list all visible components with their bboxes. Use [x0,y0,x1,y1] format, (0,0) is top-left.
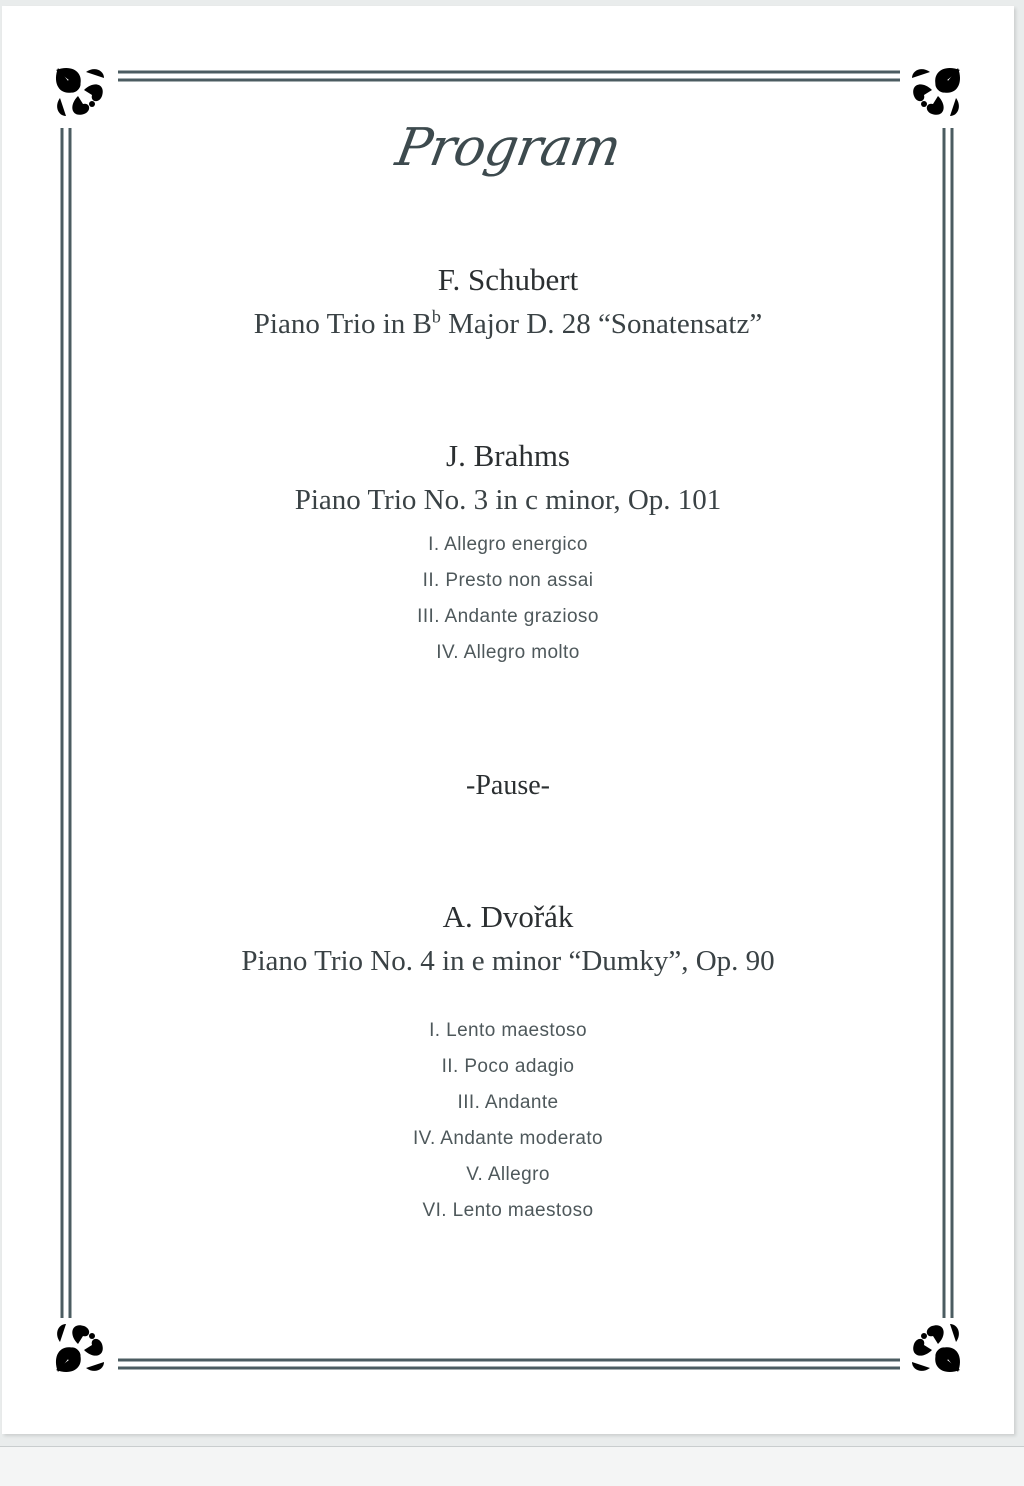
movement-item: I. Lento maestoso [429,1020,587,1041]
viewer-bottom-bar [0,1446,1024,1486]
movement-item: V. Allegro [466,1164,550,1185]
composer-schubert: F. Schubert [437,262,579,297]
work-dvorak: Piano Trio No. 4 in e minor “Dumky”, Op. 90 [241,945,775,977]
movement-item: VI. Lento maestoso [422,1200,594,1221]
composer-dvorak: A. Dvořák [442,899,574,934]
movement-item: II. Poco adagio [441,1056,575,1077]
movement-item: IV. Andante moderato [412,1128,604,1149]
work-brahms: Piano Trio No. 3 in c minor, Op. 101 [294,484,722,516]
movement-item: IV. Allegro molto [436,642,580,663]
movement-item: II. Presto non assai [422,570,594,591]
movement-item: I. Allegro energico [428,534,588,555]
page-title: Program [391,118,625,178]
movement-item: III. Andante [457,1092,559,1113]
movement-item: III. Andante grazioso [417,606,599,627]
intermission-label: -Pause- [466,770,550,801]
composer-brahms: J. Brahms [446,438,570,473]
program-page [2,6,1014,1434]
work-schubert: Piano Trio in $B^b$ Major D. 28 “Sonatensatz” [253,306,763,340]
